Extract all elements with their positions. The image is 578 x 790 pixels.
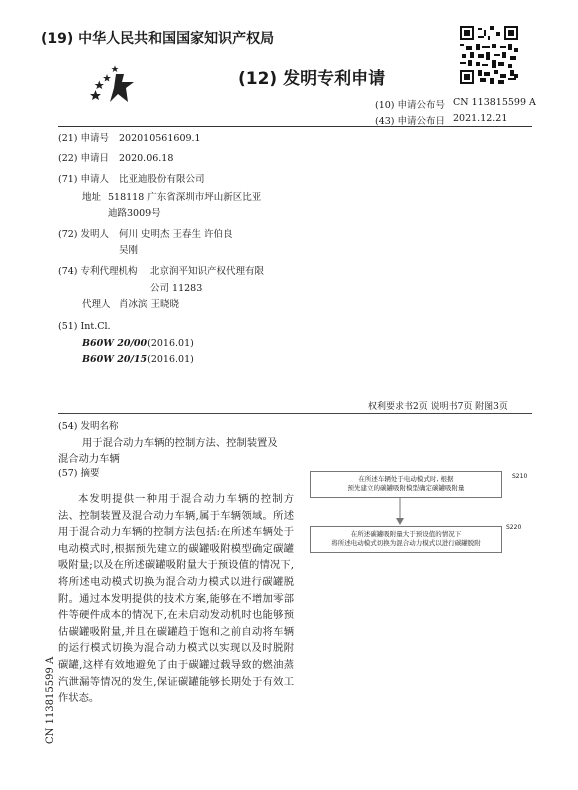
flow-step-s210 — [310, 471, 502, 498]
qr-code-icon — [460, 26, 518, 84]
inventors-line1: 何川 史明杰 王春生 许伯良 — [119, 229, 233, 240]
inventors-line2: 吴刚 — [119, 245, 139, 256]
ipc-label: (51) Int.Cl. — [58, 321, 111, 332]
step-number: S220 — [506, 524, 522, 531]
pub-date: 2021.12.21 — [453, 113, 508, 124]
flow-step-text: 将所述电动模式切换为混合动力模式以进行碳罐脱附 — [331, 539, 481, 547]
title-label: (54) 发明名称 — [58, 421, 119, 432]
agents: 肖冰滨 王晓晓 — [119, 299, 180, 310]
abstract-label: (57) 摘要 — [58, 468, 100, 479]
app-no: 202010561609.1 — [119, 133, 201, 144]
agency-label: (74) 专利代理机构 — [58, 266, 138, 277]
document-type: (12) 发明专利申请 — [238, 69, 386, 89]
ipc-entry — [82, 336, 194, 351]
agent-label: 代理人 — [82, 299, 111, 310]
pub-date-label: (43) 申请公布日 — [375, 116, 446, 127]
applicant: 比亚迪股份有限公司 — [119, 174, 205, 185]
address-line1: 518118 广东省深圳市坪山新区比亚 — [108, 192, 262, 203]
ipc-code: B60W 20/15 — [82, 354, 148, 365]
address-label: 地址 — [82, 192, 102, 203]
agency-line2: 公司 11283 — [150, 283, 203, 294]
app-no-label: (21) 申请号 — [58, 133, 110, 144]
flow-step-s220 — [310, 526, 502, 553]
flow-step-text: 预先建立的碳罐吸附模型确定碳罐吸附量 — [347, 484, 465, 492]
header-divider — [58, 126, 532, 127]
vertical-pub-number: CN 113815599 A — [45, 656, 56, 744]
flow-arrow — [390, 498, 410, 526]
page-counts: 权利要求书2页 说明书7页 附图3页 — [368, 402, 508, 412]
inventors-label: (72) 发明人 — [58, 229, 110, 240]
filing-date-label: (22) 申请日 — [58, 153, 110, 164]
agency-line1: 北京润平知识产权代理有限 — [150, 266, 265, 277]
ipc-version: (2016.01) — [147, 338, 194, 349]
pub-number: CN 113815599 A — [453, 97, 536, 108]
cnipa-emblem-icon — [88, 64, 136, 104]
filing-date: 2020.06.18 — [119, 153, 174, 164]
ipc-entry — [82, 352, 194, 367]
issuing-authority: (19) 中华人民共和国国家知识产权局 — [41, 31, 275, 47]
flow-step-text: 在所述碳罐吸附量大于预设值的情况下 — [350, 530, 462, 538]
invention-title-line1: 用于混合动力车辆的控制方法、控制装置及 — [82, 437, 278, 449]
step-number: S210 — [512, 473, 528, 480]
flow-step-text: 在所述车辆处于电动模式时, 根据 — [358, 475, 454, 483]
applicant-label: (71) 申请人 — [58, 174, 110, 185]
abstract-text: 本发明提供一种用于混合动力车辆的控制方法、控制装置及混合动力车辆,属于车辆领域。所述用于混合动力车辆的控制方法包括:在所述车辆处于电动模式时,根据预先建立的碳罐吸附模型确定碳罐吸附量;以及在所述碳罐吸附量大于预设值的情况下,将所述电动模式切换为混合动力模式以进行碳罐脱附。通过本发明提供的技术方案,能够在不增加零部件等硬件成本的情况下,在未启动发动机时也能够预估碳罐吸附量,并且在碳罐趋于饱和之前自动将车辆的运行模式切换为混合动力模式以实现以及时脱附碳罐,这样有效地避免了由于碳罐过载导致的燃油蒸汽泄漏等情况的发生,保证碳罐能够长期处于有效工作状态。 — [58, 493, 294, 705]
ipc-version: (2016.01) — [147, 354, 194, 365]
invention-title-line2: 混合动力车辆 — [58, 453, 120, 465]
ipc-code: B60W 20/00 — [82, 338, 148, 349]
pub-number-label: (10) 申请公布号 — [375, 100, 446, 111]
address-line2: 迪路3009号 — [108, 208, 161, 219]
counts-divider — [58, 413, 532, 414]
